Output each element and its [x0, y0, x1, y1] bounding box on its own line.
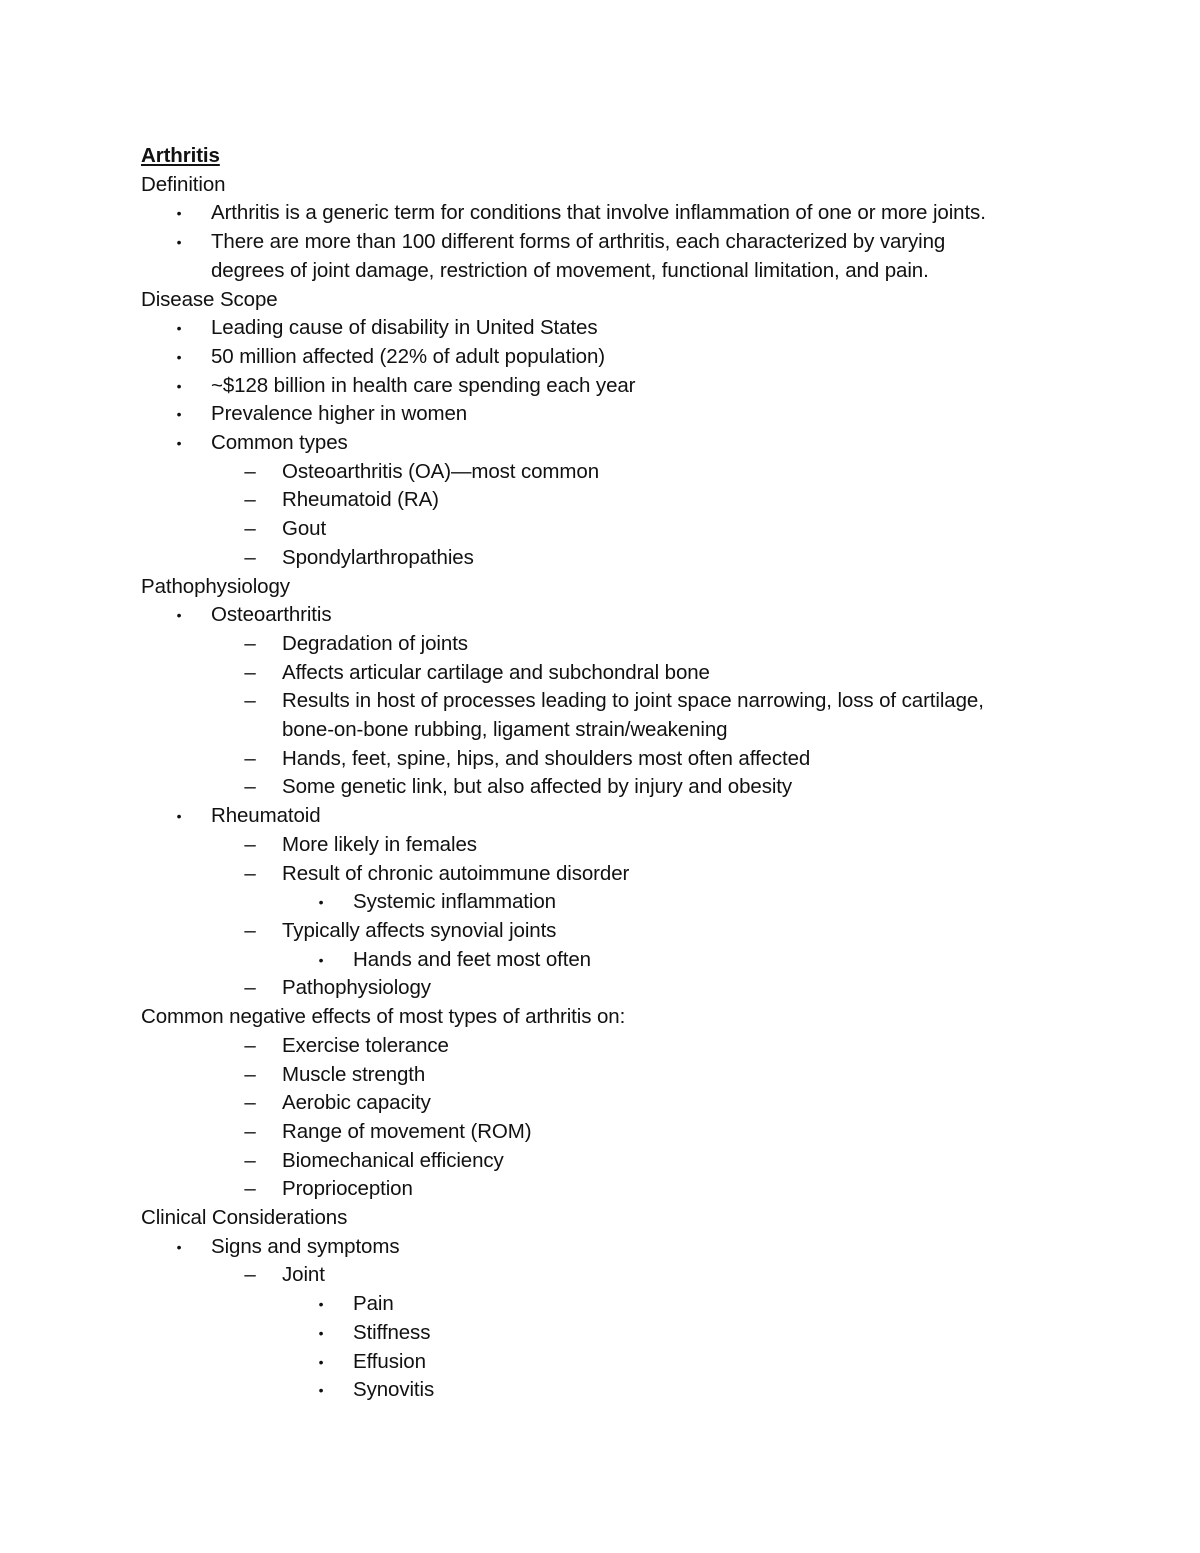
list-item	[141, 515, 1101, 544]
dash-icon: –	[244, 976, 256, 1000]
list-item-text: Muscle strength	[282, 1062, 426, 1086]
list-item	[141, 429, 1101, 458]
dash-icon: –	[244, 861, 256, 885]
list-item-text: Systemic inflammation	[353, 890, 556, 914]
list-item	[141, 601, 1101, 630]
list-item-text: Gout	[282, 517, 327, 541]
list-item-text: Spondylarthropathies	[282, 545, 474, 569]
list-item	[141, 314, 1101, 343]
list-item	[141, 372, 1101, 401]
list-item-text: Hands, feet, spine, hips, and shoulders most often affected	[282, 746, 811, 770]
list-item-text: Common types	[211, 431, 348, 455]
list-item-continuation	[141, 716, 1101, 745]
list-item-text: Rheumatoid (RA)	[282, 488, 439, 512]
bullet-icon: •	[176, 607, 182, 624]
bullet-icon: •	[318, 1296, 324, 1313]
list-item	[141, 458, 1101, 487]
list-item-text: Stiffness	[353, 1320, 431, 1344]
list-item-text: Exercise tolerance	[282, 1033, 449, 1057]
document-title: Arthritis	[141, 144, 220, 167]
list-item	[141, 1319, 1101, 1348]
bullet-icon: •	[318, 894, 324, 911]
list-item	[141, 917, 1101, 946]
list-item	[141, 888, 1101, 917]
list-item	[141, 831, 1101, 860]
list-item-text: Hands and feet most often	[353, 947, 591, 971]
section-heading-clinical: Clinical Considerations	[141, 1206, 348, 1230]
list-item	[141, 687, 1101, 716]
bullet-icon: •	[318, 1353, 324, 1370]
list-item-text: Proprioception	[282, 1177, 413, 1201]
list-item	[141, 1261, 1101, 1290]
bullet-icon: •	[176, 348, 182, 365]
list-item-text: Range of movement (ROM)	[282, 1119, 532, 1143]
bullet-icon: •	[176, 320, 182, 337]
list-item-text: degrees of joint damage, restriction of movement, functional limitation, and pain.	[211, 258, 929, 282]
bullet-icon: •	[318, 1382, 324, 1399]
list-item	[141, 860, 1101, 889]
list-item	[141, 1089, 1101, 1118]
list-item	[141, 400, 1101, 429]
dash-icon: –	[244, 775, 256, 799]
list-item	[141, 1233, 1101, 1262]
list-item-text: There are more than 100 different forms of arthritis, each characterized by varying	[211, 230, 946, 254]
dash-icon: –	[244, 746, 256, 770]
dash-icon: –	[244, 1177, 256, 1201]
list-item-text: Joint	[282, 1263, 325, 1287]
list-item-text: Some genetic link, but also affected by injury and obesity	[282, 775, 793, 799]
list-item	[141, 1061, 1101, 1090]
dash-icon: –	[244, 517, 256, 541]
list-item-text: bone-on-bone rubbing, ligament strain/weakening	[282, 718, 728, 742]
list-item-text: Pathophysiology	[282, 976, 431, 1000]
dash-icon: –	[244, 1033, 256, 1057]
list-item-text: ~$128 billion in health care spending each year	[211, 373, 636, 397]
list-item-text: Signs and symptoms	[211, 1234, 400, 1258]
bullet-icon: •	[176, 234, 182, 251]
list-item	[141, 802, 1101, 831]
section-heading-definition: Definition	[141, 172, 226, 196]
list-item	[141, 1118, 1101, 1147]
list-item	[141, 630, 1101, 659]
list-item-text: Rheumatoid	[211, 804, 321, 828]
dash-icon: –	[244, 459, 256, 483]
list-item	[141, 1376, 1101, 1405]
list-item	[141, 544, 1101, 573]
list-item-text: Results in host of processes leading to joint space narrowing, loss of cartilage,	[282, 689, 984, 713]
dash-icon: –	[244, 832, 256, 856]
section-heading-negative-effects: Common negative effects of most types of arthritis on:	[141, 1005, 626, 1029]
dash-icon: –	[244, 918, 256, 942]
list-item	[141, 486, 1101, 515]
list-item	[141, 1175, 1101, 1204]
list-item	[141, 745, 1101, 774]
dash-icon: –	[244, 1119, 256, 1143]
section-heading-pathophysiology: Pathophysiology	[141, 574, 290, 598]
dash-icon: –	[244, 1091, 256, 1115]
list-item	[141, 1147, 1101, 1176]
bullet-icon: •	[176, 435, 182, 452]
list-item-text: Arthritis is a generic term for conditions that involve inflammation of one or more joints.	[211, 201, 986, 225]
list-item	[141, 946, 1101, 975]
list-item-text: Osteoarthritis	[211, 603, 332, 627]
list-item	[141, 1032, 1101, 1061]
bullet-icon: •	[176, 377, 182, 394]
bullet-icon: •	[176, 1238, 182, 1255]
dash-icon: –	[244, 660, 256, 684]
list-item-text: Pain	[353, 1292, 394, 1316]
list-item-continuation	[141, 257, 1101, 286]
bullet-icon: •	[318, 1324, 324, 1341]
list-item	[141, 974, 1101, 1003]
list-item-text: Synovitis	[353, 1378, 435, 1402]
dash-icon: –	[244, 1263, 256, 1287]
dash-icon: –	[244, 631, 256, 655]
bullet-icon: •	[176, 808, 182, 825]
bullet-icon: •	[176, 205, 182, 222]
list-item-text: Prevalence higher in women	[211, 402, 468, 426]
list-item-text: Result of chronic autoimmune disorder	[282, 861, 630, 885]
list-item	[141, 659, 1101, 688]
bullet-icon: •	[318, 951, 324, 968]
dash-icon: –	[244, 545, 256, 569]
list-item-text: Osteoarthritis (OA)—most common	[282, 459, 599, 483]
dash-icon: –	[244, 689, 256, 713]
list-item	[141, 1290, 1101, 1319]
list-item-text: More likely in females	[282, 832, 477, 856]
dash-icon: –	[244, 488, 256, 512]
list-item	[141, 199, 1101, 228]
list-item	[141, 228, 1101, 257]
list-item-text: Effusion	[353, 1349, 426, 1373]
document-page	[141, 142, 1101, 1405]
list-item-text: Leading cause of disability in United States	[211, 316, 598, 340]
list-item-text: Degradation of joints	[282, 631, 468, 655]
dash-icon: –	[244, 1062, 256, 1086]
dash-icon: –	[244, 1148, 256, 1172]
list-item	[141, 1348, 1101, 1377]
list-item-text: Biomechanical efficiency	[282, 1148, 504, 1172]
section-heading-disease-scope: Disease Scope	[141, 287, 278, 311]
bullet-icon: •	[176, 406, 182, 423]
list-item-text: Aerobic capacity	[282, 1091, 431, 1115]
list-item	[141, 773, 1101, 802]
list-item	[141, 343, 1101, 372]
list-item-text: Affects articular cartilage and subchondral bone	[282, 660, 710, 684]
list-item-text: 50 million affected (22% of adult population)	[211, 344, 605, 368]
list-item-text: Typically affects synovial joints	[282, 918, 557, 942]
